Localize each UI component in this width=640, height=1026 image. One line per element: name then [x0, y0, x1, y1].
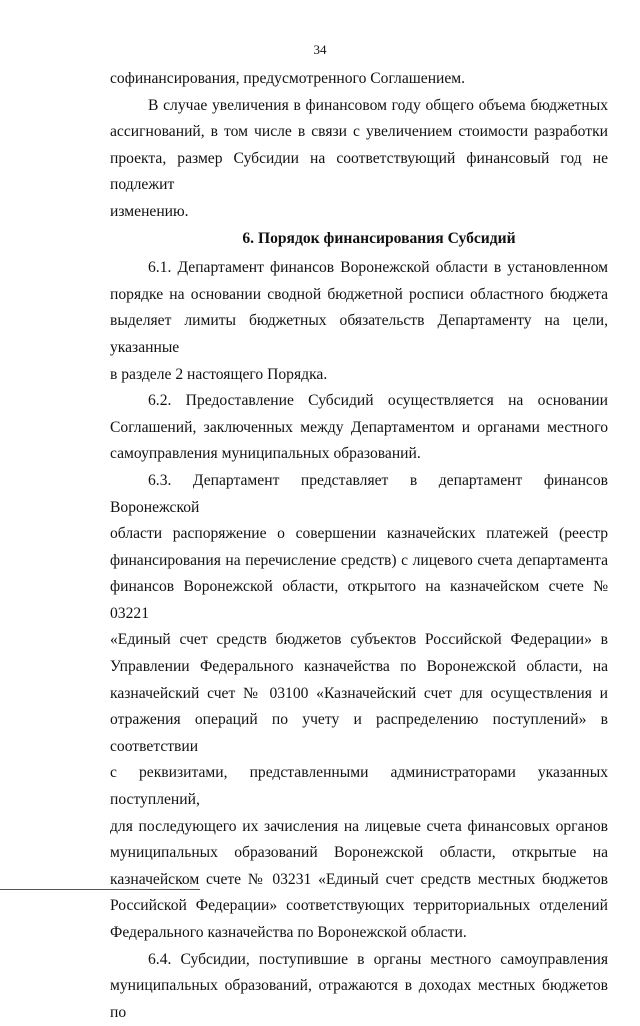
text-line: 6.1. Департамент финансов Воронежской области в установленном [148, 259, 608, 277]
text-line: в разделе 2 настоящего Порядка. [110, 365, 328, 383]
text-line: ассигнований, в том числе в связи с увеличением стоимости разработки [110, 123, 608, 141]
text-line: Российской Федерации» соответствующих территориальных отделений [110, 897, 608, 915]
text-line: 6.3. Департамент представляет в департамент финансов Воронежской [110, 471, 608, 516]
text-line: софинансирования, предусмотренного Соглашением. [110, 70, 466, 87]
text-line: Управлении Федерального казначейства по Воронежской области, на [110, 658, 608, 676]
text-line: отражения операций по учету и распределению поступлений» в соответствии [110, 711, 608, 755]
document-body [110, 66, 608, 1026]
text-line: изменению. [110, 202, 189, 220]
text-line: финансирования на перечисление средств) с лицевого счета департамента [110, 551, 608, 569]
page-number: 34 [313, 42, 327, 57]
text-line: Соглашений, заключенных между Департаментом и органами местного [110, 418, 608, 436]
text-line: для последующего их зачисления на лицевые счета финансовых органов [110, 817, 608, 835]
text-line: 6.4. Субсидии, поступившие в органы местного самоуправления [148, 950, 608, 968]
section-heading: 6. Порядок финансирования Субсидий [242, 229, 516, 247]
text-line: финансов Воронежской области, открытого на казначейском счете № 03221 [110, 578, 608, 622]
footnote-separator [0, 889, 200, 890]
text-line: области распоряжение о совершении казначейских платежей (реестр [110, 525, 608, 543]
text-line: В случае увеличения в финансовом году общего объема бюджетных [148, 96, 608, 114]
text-line: муниципальных образований Воронежской области, открытые на [110, 844, 608, 862]
text-line: Федерального казначейства по Воронежской области. [110, 924, 467, 941]
text-line: муниципальных образований, отражаются в доходах местных бюджетов по [110, 977, 608, 1021]
text-line: проекта, размер Субсидии на соответствующий финансовый год не подлежит [110, 149, 608, 194]
text-line: казначейский счет № 03100 «Казначейский счет для осуществления и [110, 684, 608, 702]
text-line: казначейском счете № 03231 «Единый счет средств местных бюджетов [110, 870, 608, 888]
text-line: 6.2. Предоставление Субсидий осуществляется на основании [148, 392, 608, 410]
text-line: «Единый счет средств бюджетов субъектов Российской Федерации» в [110, 631, 608, 649]
text-line: выделяет лимиты бюджетных обязательств Департаменту на цели, указанные [110, 312, 608, 356]
text-line: с реквизитами, представленными администраторами указанных поступлений, [110, 764, 608, 809]
text-line: порядке на основании сводной бюджетной росписи областного бюджета [110, 285, 608, 303]
text-line: самоуправления муниципальных образований. [110, 445, 421, 463]
